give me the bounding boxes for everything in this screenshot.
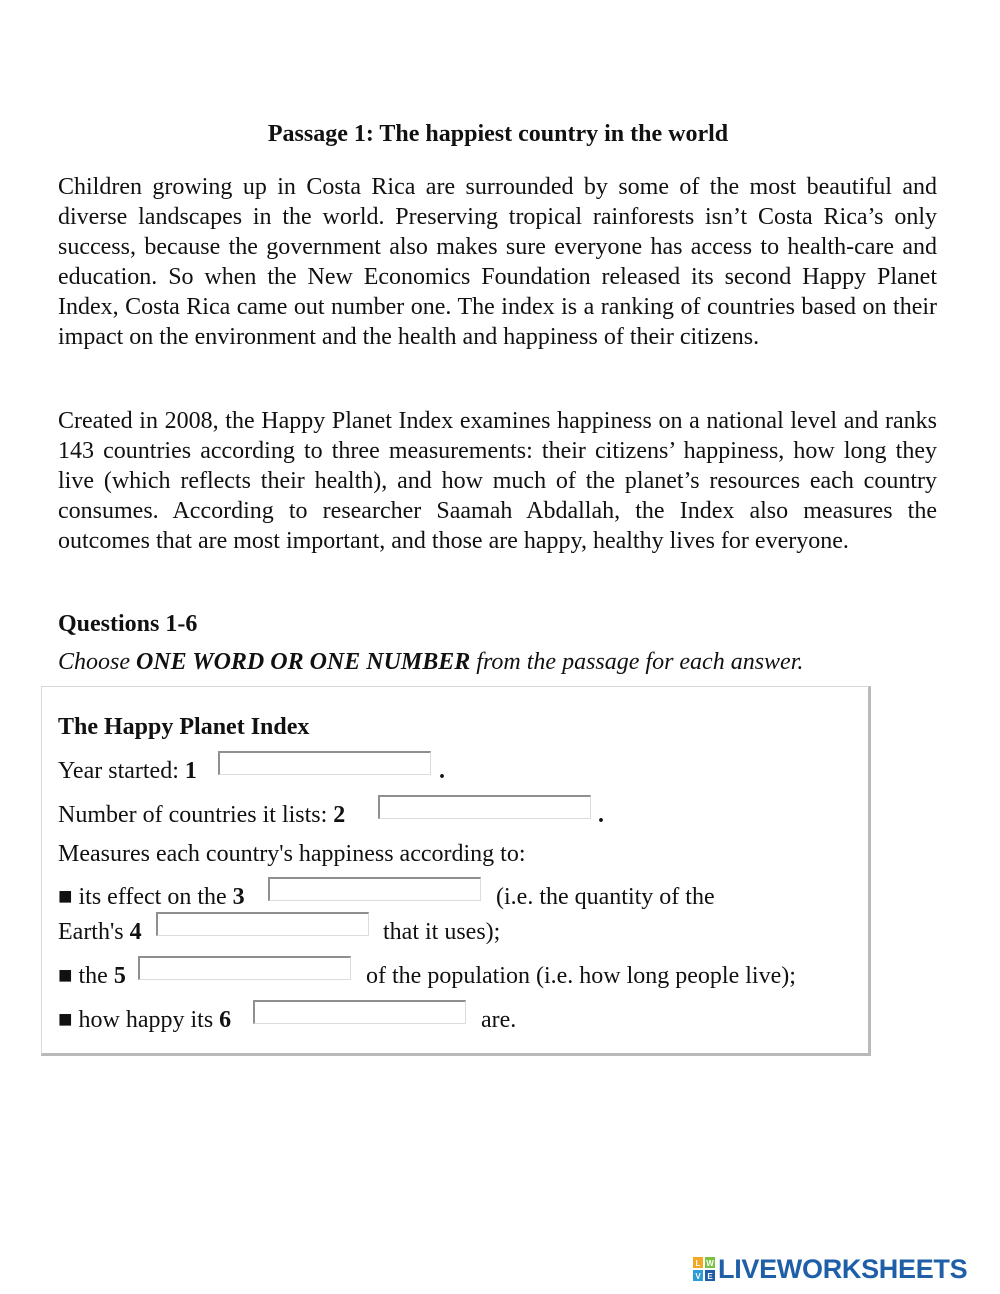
answer-3-input[interactable]	[268, 877, 481, 901]
answer-6-input[interactable]	[253, 1000, 466, 1024]
earth-label: Earth's 4	[58, 919, 142, 945]
passage-title: Passage 1: The happiest country in the world	[267, 121, 729, 147]
effect-explanation: (i.e. the quantity of the	[496, 884, 715, 910]
questions-heading: Questions 1-6	[58, 611, 198, 637]
answer-2-period: .	[598, 802, 604, 828]
population-label: ■ the 5	[58, 963, 126, 989]
answer-4-input[interactable]	[156, 912, 369, 936]
svg-text:E: E	[707, 1272, 713, 1281]
svg-text:V: V	[695, 1272, 701, 1281]
answer-1-period: .	[439, 758, 445, 784]
happiness-label: ■ how happy its 6	[58, 1007, 232, 1033]
svg-text:W: W	[706, 1259, 714, 1268]
questions-instruction: Choose ONE WORD OR ONE NUMBER from the passage for each answer.	[58, 649, 804, 675]
liveworksheets-logo-icon	[692, 1256, 716, 1282]
liveworksheets-logo-text: LIVEWORKSHEETS	[718, 1253, 968, 1284]
effect-label: ■ its effect on the 3	[58, 884, 245, 910]
answer-1-input[interactable]	[218, 751, 431, 775]
liveworksheets-logo[interactable]	[692, 1252, 967, 1286]
country-count-label: Number of countries it lists: 2	[58, 802, 346, 828]
earth-explanation: that it uses);	[383, 919, 501, 945]
passage-paragraph-1: Children growing up in Costa Rica are surrounded by some of the most beautiful and diverse landscapes in the world. Preserving tropical rainforests isn’t Costa Rica’s only success, because the government also makes sure everyone has access to health-care and education. So when the New Economics Foundation released its second Happy Planet Index, Costa Rica came out number one. The index is a ranking of countries based on their impact on the environment and the health and happiness of their citizens.	[58, 174, 937, 350]
year-started-label: Year started: 1	[58, 758, 197, 784]
svg-text:L: L	[695, 1259, 701, 1268]
population-explanation: of the population (i.e. how long people live);	[366, 963, 796, 989]
answer-5-input[interactable]	[138, 956, 351, 980]
passage-paragraph-2: Created in 2008, the Happy Planet Index examines happiness on a national level and ranks 143 countries according to three measurements: their citizens’ happiness, how long they live (which reflects their health), and how much of the planet’s resources each country consumes. According to researcher Saamah Abdallah, the Index also measures the outcomes that are most important, and those are happy, healthy lives for everyone.	[58, 408, 937, 554]
answer-2-input[interactable]	[378, 795, 591, 819]
happiness-end: are.	[481, 1007, 517, 1033]
summary-title: The Happy Planet Index	[58, 714, 310, 740]
measures-label: Measures each country's happiness according to:	[58, 841, 526, 867]
